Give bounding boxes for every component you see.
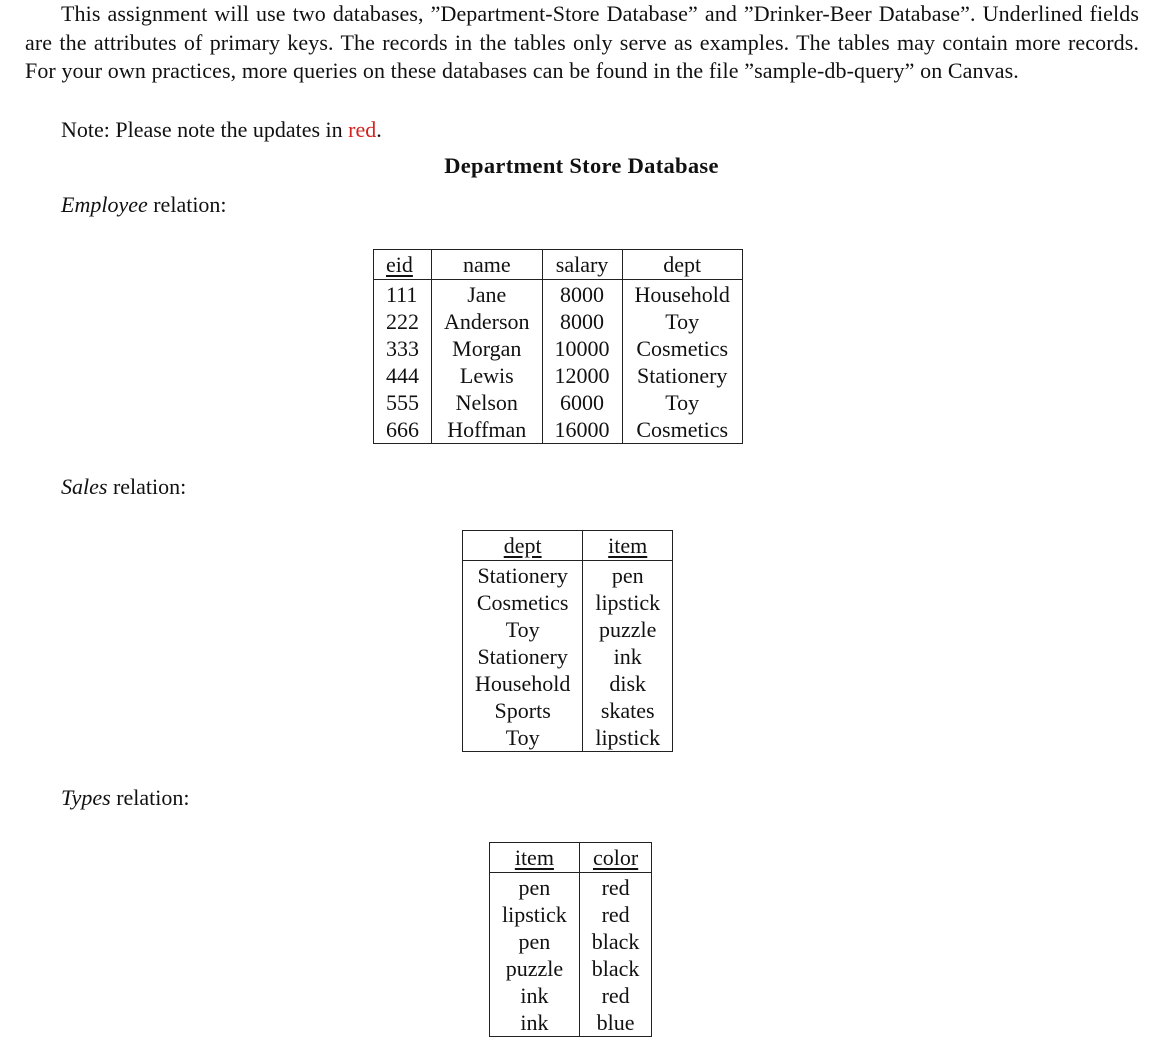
sales-cell-item: ink	[583, 643, 673, 670]
sales-cell-item: lipstick	[583, 589, 673, 616]
employee-cell-dept: Cosmetics	[622, 335, 742, 362]
types-cell-color: red	[579, 873, 652, 902]
types-cell-item: ink	[490, 1009, 580, 1037]
employee-relation-label	[61, 192, 227, 218]
sales-table	[462, 530, 673, 752]
employee-column-header-name	[432, 250, 543, 280]
employee-cell-eid: 222	[374, 308, 432, 335]
sales-cell-dept: Toy	[463, 724, 583, 752]
employee-cell-eid: 555	[374, 389, 432, 416]
table-row	[463, 697, 673, 724]
table-row	[490, 928, 652, 955]
table-row	[374, 280, 743, 309]
types-cell-color: blue	[579, 1009, 652, 1037]
employee-cell-salary: 8000	[542, 280, 622, 309]
employee-cell-name: Morgan	[432, 335, 543, 362]
types-relation-suffix: relation:	[110, 785, 190, 810]
types-cell-item: puzzle	[490, 955, 580, 982]
employee-cell-salary: 6000	[542, 389, 622, 416]
employee-column-label: name	[462, 252, 511, 277]
types-cell-item: pen	[490, 873, 580, 902]
sales-cell-item: lipstick	[583, 724, 673, 752]
table-row	[490, 873, 652, 902]
types-cell-item: lipstick	[490, 901, 580, 928]
employee-cell-dept: Household	[622, 280, 742, 309]
types-cell-color: red	[579, 901, 652, 928]
employee-cell-salary: 8000	[542, 308, 622, 335]
table-row	[490, 955, 652, 982]
employee-cell-name: Anderson	[432, 308, 543, 335]
employee-cell-eid: 111	[374, 280, 432, 309]
types-column-header-color	[579, 843, 652, 873]
types-relation-name: Types	[61, 785, 111, 810]
employee-cell-name: Lewis	[432, 362, 543, 389]
employee-table	[373, 249, 743, 444]
employee-column-header-salary	[542, 250, 622, 280]
employee-cell-eid: 666	[374, 416, 432, 444]
table-row	[463, 616, 673, 643]
sales-cell-dept: Toy	[463, 616, 583, 643]
note-line	[61, 116, 382, 144]
sales-cell-item: puzzle	[583, 616, 673, 643]
types-header-row	[490, 843, 652, 873]
sales-cell-dept: Stationery	[463, 643, 583, 670]
table-row	[463, 589, 673, 616]
sales-cell-item: skates	[583, 697, 673, 724]
employee-cell-name: Nelson	[432, 389, 543, 416]
employee-column-label: eid	[386, 252, 413, 277]
employee-cell-name: Hoffman	[432, 416, 543, 444]
types-cell-item: ink	[490, 982, 580, 1009]
employee-header-row	[374, 250, 743, 280]
table-row	[463, 724, 673, 752]
note-prefix: Note: Please note the updates in	[61, 117, 349, 142]
table-row	[374, 335, 743, 362]
employee-cell-eid: 444	[374, 362, 432, 389]
sales-cell-dept: Stationery	[463, 561, 583, 590]
types-cell-item: pen	[490, 928, 580, 955]
sales-relation-name: Sales	[61, 474, 108, 499]
table-row	[463, 561, 673, 590]
types-table	[489, 842, 652, 1037]
sales-column-label: dept	[503, 533, 542, 558]
table-row	[374, 416, 743, 444]
sales-header-row	[463, 531, 673, 561]
employee-column-label: dept	[663, 252, 702, 277]
employee-cell-name: Jane	[432, 280, 543, 309]
sales-cell-dept: Cosmetics	[463, 589, 583, 616]
sales-column-header-item	[583, 531, 673, 561]
table-row	[374, 308, 743, 335]
intro-paragraph	[25, 0, 1139, 86]
note-red-word: red	[348, 117, 377, 142]
sales-cell-item: disk	[583, 670, 673, 697]
table-row	[374, 389, 743, 416]
sales-column-header-dept	[463, 531, 583, 561]
employee-cell-dept: Cosmetics	[622, 416, 742, 444]
employee-cell-salary: 16000	[542, 416, 622, 444]
table-row	[463, 670, 673, 697]
section-title: Department Store Database	[444, 153, 719, 178]
employee-relation-suffix: relation:	[147, 192, 227, 217]
sales-column-label: item	[608, 533, 648, 558]
table-row	[490, 901, 652, 928]
table-row	[490, 1009, 652, 1037]
types-cell-color: black	[579, 928, 652, 955]
sales-cell-dept: Sports	[463, 697, 583, 724]
types-column-label: item	[514, 845, 554, 870]
sales-relation-suffix: relation:	[107, 474, 187, 499]
sales-cell-dept: Household	[463, 670, 583, 697]
sales-cell-item: pen	[583, 561, 673, 590]
sales-relation-label	[61, 474, 186, 500]
table-row	[374, 362, 743, 389]
employee-column-header-dept	[622, 250, 742, 280]
employee-cell-salary: 10000	[542, 335, 622, 362]
types-column-label: color	[593, 845, 639, 870]
employee-cell-dept: Stationery	[622, 362, 742, 389]
table-row	[490, 982, 652, 1009]
employee-cell-dept: Toy	[622, 308, 742, 335]
employee-cell-dept: Toy	[622, 389, 742, 416]
note-suffix: .	[376, 117, 382, 142]
employee-cell-eid: 333	[374, 335, 432, 362]
employee-cell-salary: 12000	[542, 362, 622, 389]
intro-text: This assignment will use two databases, ”Department-Store Database” and ”Drinker-Beer Database”. Underlined fields are the attributes of primary keys. The records in the tables only serve as examples. The tables may contain more records. For your own practices, more queries on these databases can be found in the file ”sample-db-query” on Canvas.	[25, 1, 1139, 83]
table-row	[463, 643, 673, 670]
employee-column-label: salary	[555, 252, 609, 277]
employee-column-header-eid	[374, 250, 432, 280]
employee-relation-name: Employee	[61, 192, 148, 217]
types-column-header-item	[490, 843, 580, 873]
types-cell-color: red	[579, 982, 652, 1009]
types-relation-label	[61, 785, 190, 811]
types-cell-color: black	[579, 955, 652, 982]
